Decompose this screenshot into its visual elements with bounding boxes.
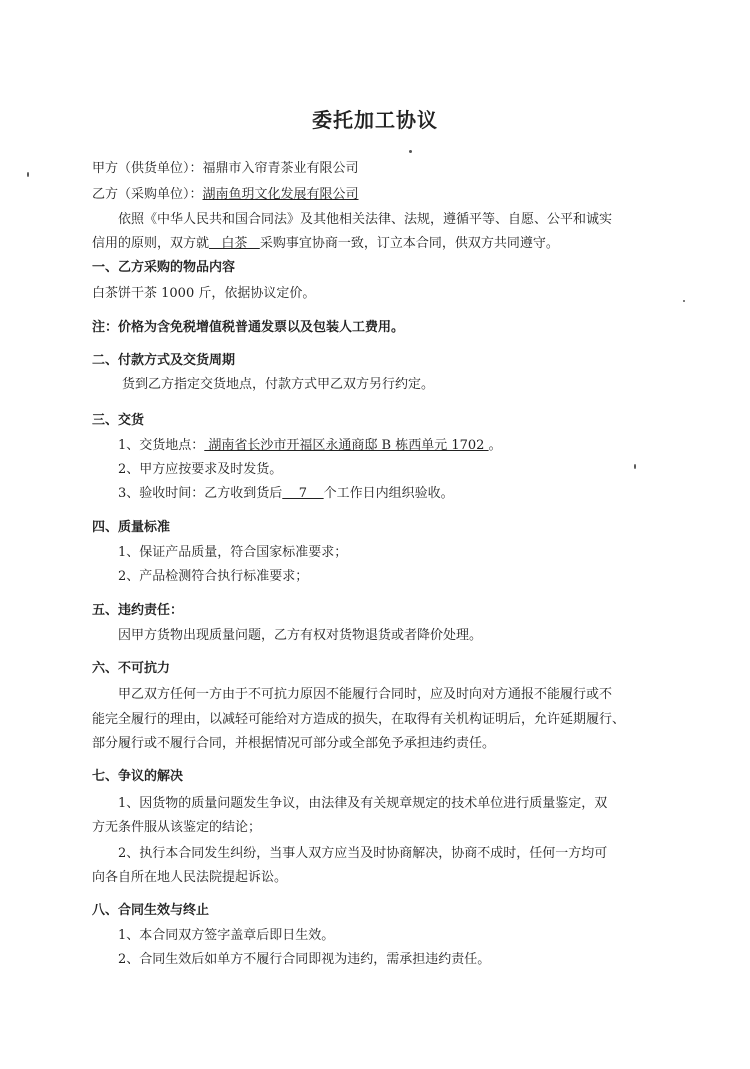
acceptance-post: 个工作日内组织验收。 [323, 486, 454, 501]
intro-item: 白茶 [209, 236, 260, 251]
section-6-line-3: 部分履行或不履行合同，并根据情况可部分或全部免予承担违约责任。 [92, 736, 496, 751]
section-1-heading: 一、乙方采购的物品内容 [92, 260, 236, 275]
delivery-address: 湖南省长沙市开福区永通商邸 B 栋西单元 1702 [204, 438, 489, 453]
section-8-item-2: 2、合同生效后如单方不履行合同即视为违约，需承担违约责任。 [118, 952, 491, 967]
party-b-label: 乙方（采购单位）： [92, 187, 203, 202]
section-6-line-2: 能完全履行的理由，以减轻可能给对方造成的损失，在取得有关机构证明后，允许延期履行、 [92, 712, 626, 727]
party-a-value: 福鼎市入帘青茶业有限公司 [202, 161, 359, 176]
section-6-line-1: 甲乙双方任何一方由于不可抗力原因不能履行合同时，应及时向对方通报不能履行或不 [118, 687, 613, 702]
section-7-item-2-line-1: 2、执行本合同发生纠纷，当事人双方应当及时协商解决，协商不成时，任何一方均可 [118, 846, 608, 861]
section-2-heading: 二、付款方式及交货周期 [92, 353, 236, 368]
section-8-item-1: 1、本合同双方签字盖章后即日生效。 [118, 928, 335, 943]
section-3-item-1 [118, 437, 502, 455]
document-title: 委托加工协议 [312, 108, 438, 132]
party-a-line [92, 160, 359, 178]
delivery-location-end: 。 [488, 438, 502, 453]
section-7-heading: 七、争议的解决 [92, 769, 184, 784]
section-7-item-2-line-2: 向各自所在地人民法院提起诉讼。 [92, 870, 288, 885]
scan-speck [634, 464, 636, 469]
intro-line-1: 依照《中华人民共和国合同法》及其他相关法律、法规，遵循平等、自愿、公平和诚实 [118, 212, 613, 227]
intro-post: 采购事宜协商一致，订立本合同，供双方共同遵守。 [259, 236, 559, 251]
party-a-label: 甲方（供货单位）： [92, 161, 203, 176]
section-7-item-1-line-1: 1、因货物的质量问题发生争议，由法律及有关规章规定的技术单位进行质量鉴定，双 [118, 796, 608, 811]
section-5-body: 因甲方货物出现质量问题，乙方有权对货物退货或者降价处理。 [118, 628, 483, 643]
party-b-line [92, 186, 359, 204]
section-4-item-1: 1、保证产品质量，符合国家标准要求； [118, 545, 348, 560]
scan-speck [409, 150, 412, 153]
section-3-item-3 [118, 485, 454, 503]
section-4-heading: 四、质量标准 [92, 520, 171, 535]
section-1-note: 注：价格为含免税增值税普通发票以及包装人工费用。 [92, 320, 405, 335]
delivery-location-label: 1、交货地点： [118, 438, 205, 453]
section-3-heading: 三、交货 [92, 413, 145, 428]
section-7-item-1-line-2: 方无条件服从该鉴定的结论； [92, 820, 262, 835]
acceptance-days: 7 [282, 486, 324, 501]
intro-pre: 信用的原则，双方就 [92, 236, 210, 251]
section-3-item-2: 2、甲方应按要求及时发货。 [118, 462, 283, 477]
section-8-heading: 八、合同生效与终止 [92, 903, 210, 918]
section-4-item-2: 2、产品检测符合执行标准要求； [118, 569, 309, 584]
section-6-heading: 六、不可抗力 [92, 661, 171, 676]
scan-speck [27, 172, 29, 177]
scan-speck [683, 300, 685, 302]
party-b-value: 湖南鱼玥文化发展有限公司 [202, 187, 359, 202]
acceptance-label: 3、验收时间：乙方收到货后 [118, 486, 283, 501]
section-5-heading: 五、违约责任： [92, 603, 184, 618]
section-1-body: 白茶饼干茶 1000 斤，依据协议定价。 [92, 286, 316, 301]
section-2-body: 货到乙方指定交货地点，付款方式甲乙双方另行约定。 [122, 377, 435, 392]
intro-line-2 [92, 235, 559, 253]
